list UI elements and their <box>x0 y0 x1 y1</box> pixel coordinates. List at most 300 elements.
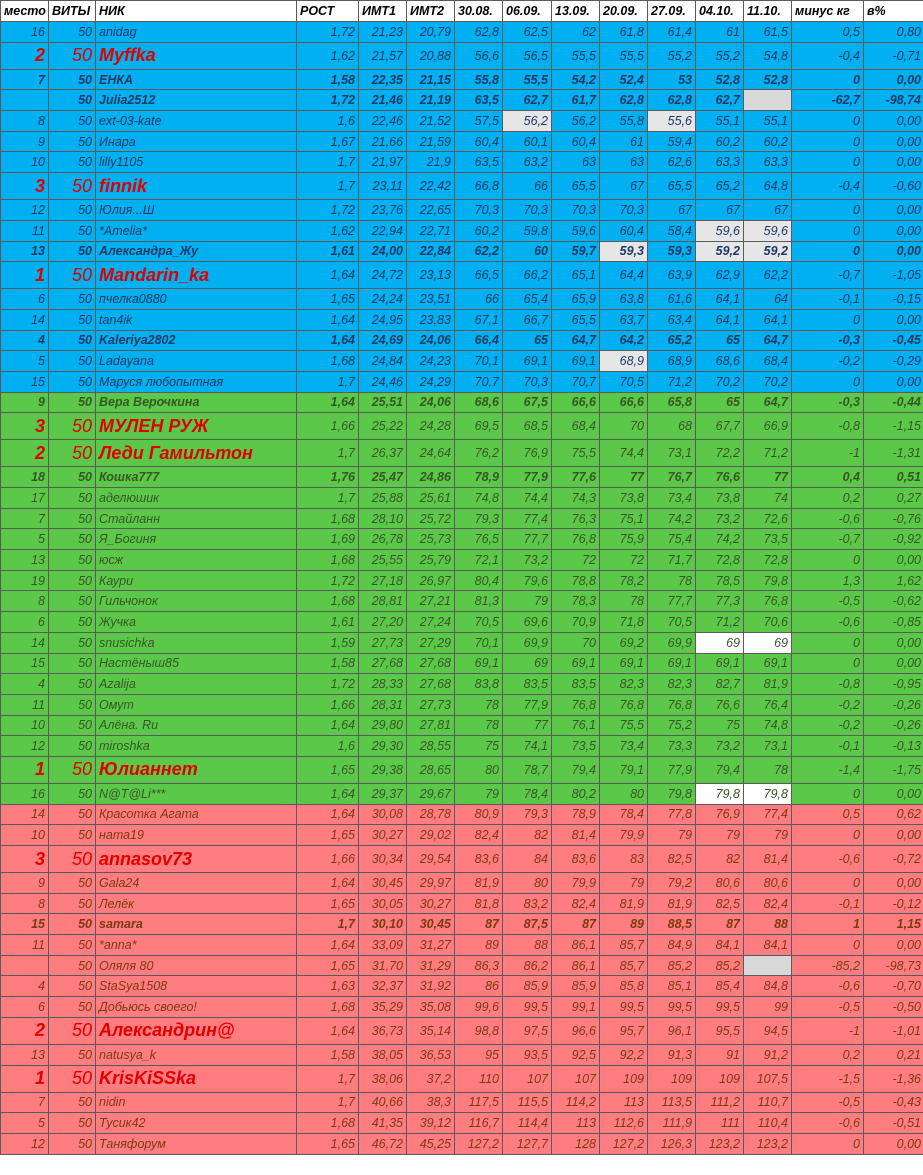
cell-w-0410: 68,6 <box>696 351 744 372</box>
cell-percent: -0,15 <box>864 289 923 310</box>
cell-w-1110: 64,7 <box>744 330 792 351</box>
cell-place: 2 <box>1 42 49 69</box>
cell-vity: 50 <box>49 570 96 591</box>
cell-bmi2: 21,9 <box>407 152 455 173</box>
cell-w-2009: 70,3 <box>600 200 648 221</box>
cell-bmi1: 24,24 <box>359 289 407 310</box>
cell-w-0410: 76,6 <box>696 694 744 715</box>
cell-w-1110: 84,8 <box>744 976 792 997</box>
cell-percent: -0,43 <box>864 1092 923 1113</box>
cell-w-2709: 85,1 <box>648 976 696 997</box>
cell-w-0609: 62,5 <box>503 22 552 43</box>
cell-w-0609: 77 <box>503 715 552 736</box>
cell-bmi1: 28,33 <box>359 674 407 695</box>
cell-bmi1: 21,46 <box>359 90 407 111</box>
cell-w-0410: 60,2 <box>696 131 744 152</box>
cell-w-2709: 109 <box>648 1065 696 1092</box>
cell-percent: 0,62 <box>864 804 923 825</box>
cell-bmi1: 27,68 <box>359 653 407 674</box>
cell-minus-kg: -0,4 <box>792 42 864 69</box>
table-row <box>1 591 923 612</box>
cell-bmi2: 39,12 <box>407 1113 455 1134</box>
cell-w-2009: 79,9 <box>600 825 648 846</box>
cell-bmi1: 28,81 <box>359 591 407 612</box>
cell-w-3008: 76,2 <box>455 440 503 467</box>
table-row <box>1 715 923 736</box>
cell-w-2009: 79,1 <box>600 756 648 783</box>
cell-height: 1,7 <box>297 1092 359 1113</box>
cell-vity: 50 <box>49 392 96 413</box>
cell-w-1309: 78,9 <box>552 804 600 825</box>
cell-percent: -0,45 <box>864 330 923 351</box>
cell-w-1110: 79,8 <box>744 570 792 591</box>
cell-w-3008: 70,1 <box>455 632 503 653</box>
cell-height: 1,66 <box>297 694 359 715</box>
cell-w-3008: 79 <box>455 783 503 804</box>
cell-minus-kg: 0 <box>792 152 864 173</box>
cell-w-3008: 70,5 <box>455 612 503 633</box>
cell-nick: Таняфорум <box>96 1133 297 1154</box>
cell-height: 1,65 <box>297 289 359 310</box>
cell-w-2009: 72 <box>600 550 648 571</box>
table-row <box>1 955 923 976</box>
cell-w-3008: 70,3 <box>455 200 503 221</box>
cell-height: 1,65 <box>297 1133 359 1154</box>
cell-w-3008: 110 <box>455 1065 503 1092</box>
cell-place: 4 <box>1 976 49 997</box>
cell-nick: МУЛЕН РУЖ <box>96 413 297 440</box>
cell-bmi1: 38,05 <box>359 1044 407 1065</box>
cell-w-0410: 52,8 <box>696 69 744 90</box>
cell-bmi2: 23,13 <box>407 262 455 289</box>
header-w-1110: 11.10. <box>744 1 792 22</box>
cell-height: 1,6 <box>297 111 359 132</box>
cell-w-2009: 85,8 <box>600 976 648 997</box>
table-row <box>1 351 923 372</box>
cell-w-2009: 52,4 <box>600 69 648 90</box>
cell-w-0410: 65 <box>696 330 744 351</box>
table-row <box>1 756 923 783</box>
cell-w-0609: 77,9 <box>503 694 552 715</box>
cell-w-2709: 68 <box>648 413 696 440</box>
cell-w-2709: 79 <box>648 825 696 846</box>
cell-place: 12 <box>1 200 49 221</box>
cell-bmi1: 24,95 <box>359 309 407 330</box>
cell-bmi1: 21,57 <box>359 42 407 69</box>
cell-w-3008: 66,5 <box>455 262 503 289</box>
cell-w-2009: 60,4 <box>600 220 648 241</box>
cell-w-1110: 99 <box>744 997 792 1018</box>
header-minus-kg: минус кг <box>792 1 864 22</box>
cell-height: 1,59 <box>297 632 359 653</box>
cell-height: 1,68 <box>297 1113 359 1134</box>
cell-w-2009: 75,5 <box>600 715 648 736</box>
table-row <box>1 90 923 111</box>
cell-w-2709: 61,4 <box>648 22 696 43</box>
cell-w-0410: 64,1 <box>696 289 744 310</box>
cell-w-1309: 69,1 <box>552 351 600 372</box>
cell-bmi1: 30,27 <box>359 825 407 846</box>
cell-height: 1,7 <box>297 371 359 392</box>
cell-w-3008: 116,7 <box>455 1113 503 1134</box>
cell-w-1110: 107,5 <box>744 1065 792 1092</box>
cell-w-2009: 113 <box>600 1092 648 1113</box>
cell-w-3008: 95 <box>455 1044 503 1065</box>
cell-percent: 0,00 <box>864 653 923 674</box>
cell-bmi2: 21,59 <box>407 131 455 152</box>
cell-w-1110: 63,3 <box>744 152 792 173</box>
table-row <box>1 1017 923 1044</box>
cell-percent: -1,05 <box>864 262 923 289</box>
cell-nick: N@T@Li*** <box>96 783 297 804</box>
cell-w-0410: 99,5 <box>696 997 744 1018</box>
cell-bmi1: 36,73 <box>359 1017 407 1044</box>
cell-w-3008: 66 <box>455 289 503 310</box>
cell-nick: ext-03-kate <box>96 111 297 132</box>
cell-bmi2: 35,08 <box>407 997 455 1018</box>
cell-w-0609: 60 <box>503 241 552 262</box>
cell-minus-kg: 0 <box>792 220 864 241</box>
cell-w-2709: 82,5 <box>648 846 696 873</box>
cell-w-0410: 85,4 <box>696 976 744 997</box>
cell-nick: Юлия...Ш <box>96 200 297 221</box>
cell-minus-kg: -1,5 <box>792 1065 864 1092</box>
cell-place: 17 <box>1 488 49 509</box>
cell-vity: 50 <box>49 69 96 90</box>
cell-minus-kg: -0,1 <box>792 893 864 914</box>
cell-percent: -1,31 <box>864 440 923 467</box>
cell-w-3008: 66,8 <box>455 173 503 200</box>
cell-w-0609: 87,5 <box>503 914 552 935</box>
cell-w-3008: 99,6 <box>455 997 503 1018</box>
cell-bmi2: 26,97 <box>407 570 455 591</box>
cell-w-2709: 62,8 <box>648 90 696 111</box>
cell-w-1110: 52,8 <box>744 69 792 90</box>
table-row <box>1 570 923 591</box>
cell-bmi2: 21,15 <box>407 69 455 90</box>
table-row <box>1 22 923 43</box>
cell-place: 10 <box>1 152 49 173</box>
cell-w-2009: 68,9 <box>600 351 648 372</box>
cell-bmi1: 26,37 <box>359 440 407 467</box>
cell-w-0609: 66,7 <box>503 309 552 330</box>
cell-vity: 50 <box>49 632 96 653</box>
cell-w-3008: 80,4 <box>455 570 503 591</box>
cell-w-2009: 73,8 <box>600 488 648 509</box>
cell-nick: Гильчонок <box>96 591 297 612</box>
cell-bmi2: 28,78 <box>407 804 455 825</box>
cell-w-3008: 75 <box>455 736 503 757</box>
cell-vity: 50 <box>49 736 96 757</box>
cell-height: 1,7 <box>297 914 359 935</box>
cell-minus-kg: -0,3 <box>792 392 864 413</box>
cell-w-1309: 65,1 <box>552 262 600 289</box>
cell-bmi1: 25,51 <box>359 392 407 413</box>
cell-w-0410: 55,1 <box>696 111 744 132</box>
cell-bmi1: 41,35 <box>359 1113 407 1134</box>
cell-nick: anidag <box>96 22 297 43</box>
cell-bmi1: 29,30 <box>359 736 407 757</box>
cell-w-2709: 75,2 <box>648 715 696 736</box>
cell-w-0609: 63,2 <box>503 152 552 173</box>
cell-w-3008: 63,5 <box>455 152 503 173</box>
cell-place: 6 <box>1 289 49 310</box>
cell-height: 1,65 <box>297 955 359 976</box>
cell-bmi1: 30,08 <box>359 804 407 825</box>
cell-w-1110: 64 <box>744 289 792 310</box>
table-row <box>1 330 923 351</box>
header-w-2009: 20.09. <box>600 1 648 22</box>
cell-w-2709: 96,1 <box>648 1017 696 1044</box>
cell-w-1110: 70,6 <box>744 612 792 633</box>
cell-w-1110: 64,8 <box>744 173 792 200</box>
cell-w-0410: 79 <box>696 825 744 846</box>
cell-w-2709: 126,3 <box>648 1133 696 1154</box>
cell-height: 1,62 <box>297 42 359 69</box>
cell-percent: 0,00 <box>864 111 923 132</box>
table-row <box>1 846 923 873</box>
cell-vity: 50 <box>49 804 96 825</box>
cell-height: 1,72 <box>297 90 359 111</box>
cell-bmi2: 28,65 <box>407 756 455 783</box>
cell-w-0609: 67,5 <box>503 392 552 413</box>
cell-vity: 50 <box>49 674 96 695</box>
cell-bmi2: 29,02 <box>407 825 455 846</box>
cell-w-0410: 59,6 <box>696 220 744 241</box>
cell-w-2009: 55,8 <box>600 111 648 132</box>
cell-w-0410: 111,2 <box>696 1092 744 1113</box>
cell-w-0410: 95,5 <box>696 1017 744 1044</box>
cell-bmi2: 27,81 <box>407 715 455 736</box>
cell-w-1309: 73,5 <box>552 736 600 757</box>
cell-w-2009: 109 <box>600 1065 648 1092</box>
cell-percent: -0,13 <box>864 736 923 757</box>
cell-w-3008: 55,8 <box>455 69 503 90</box>
cell-w-2709: 91,3 <box>648 1044 696 1065</box>
cell-w-0410: 76,9 <box>696 804 744 825</box>
cell-w-0609: 70,3 <box>503 371 552 392</box>
cell-w-1309: 96,6 <box>552 1017 600 1044</box>
cell-w-1309: 76,3 <box>552 508 600 529</box>
cell-w-2009: 85,7 <box>600 955 648 976</box>
cell-w-0609: 84 <box>503 846 552 873</box>
cell-w-1309: 85,9 <box>552 976 600 997</box>
cell-minus-kg: 0 <box>792 371 864 392</box>
cell-vity: 50 <box>49 914 96 935</box>
table-row <box>1 111 923 132</box>
table-body <box>1 22 923 1155</box>
cell-w-2009: 85,7 <box>600 935 648 956</box>
cell-w-1110: 94,5 <box>744 1017 792 1044</box>
cell-minus-kg: -0,6 <box>792 1113 864 1134</box>
cell-w-3008: 72,1 <box>455 550 503 571</box>
cell-w-2009: 69,1 <box>600 653 648 674</box>
cell-bmi2: 24,86 <box>407 467 455 488</box>
table-row <box>1 173 923 200</box>
cell-bmi1: 28,10 <box>359 508 407 529</box>
cell-w-3008: 87 <box>455 914 503 935</box>
cell-w-3008: 74,8 <box>455 488 503 509</box>
cell-w-1110: 64,7 <box>744 392 792 413</box>
cell-bmi1: 25,47 <box>359 467 407 488</box>
cell-percent: -0,60 <box>864 173 923 200</box>
cell-percent: 0,00 <box>864 873 923 894</box>
cell-percent: -0,72 <box>864 846 923 873</box>
table-row <box>1 413 923 440</box>
cell-w-1309: 70,7 <box>552 371 600 392</box>
cell-percent: 0,00 <box>864 200 923 221</box>
cell-w-0609: 62,7 <box>503 90 552 111</box>
cell-bmi1: 26,78 <box>359 529 407 550</box>
header-bmi1: ИМТ1 <box>359 1 407 22</box>
cell-height: 1,72 <box>297 570 359 591</box>
table-row <box>1 997 923 1018</box>
cell-w-0410: 73,8 <box>696 488 744 509</box>
cell-w-1110: 66,9 <box>744 413 792 440</box>
cell-w-2009: 89 <box>600 914 648 935</box>
cell-w-3008: 60,4 <box>455 131 503 152</box>
table-row <box>1 1044 923 1065</box>
cell-w-2709: 62,6 <box>648 152 696 173</box>
cell-w-2709: 61,6 <box>648 289 696 310</box>
cell-minus-kg: -0,2 <box>792 694 864 715</box>
cell-w-0410: 61 <box>696 22 744 43</box>
cell-w-2009: 63,7 <box>600 309 648 330</box>
table-row <box>1 131 923 152</box>
cell-w-2009: 75,1 <box>600 508 648 529</box>
cell-minus-kg: -0,1 <box>792 736 864 757</box>
cell-minus-kg: -0,5 <box>792 1092 864 1113</box>
cell-w-2709: 82,3 <box>648 674 696 695</box>
cell-height: 1,62 <box>297 220 359 241</box>
cell-bmi2: 27,73 <box>407 694 455 715</box>
cell-w-1309: 65,5 <box>552 309 600 330</box>
cell-w-3008: 83,8 <box>455 674 503 695</box>
cell-percent: -0,62 <box>864 591 923 612</box>
cell-minus-kg: -62,7 <box>792 90 864 111</box>
cell-w-1110: 110,4 <box>744 1113 792 1134</box>
header-percent: в% <box>864 1 923 22</box>
table-row <box>1 612 923 633</box>
cell-w-2009: 92,2 <box>600 1044 648 1065</box>
cell-w-2009: 75,9 <box>600 529 648 550</box>
cell-bmi2: 24,06 <box>407 330 455 351</box>
cell-nick: nidin <box>96 1092 297 1113</box>
cell-w-2709: 69,1 <box>648 653 696 674</box>
cell-bmi1: 46,72 <box>359 1133 407 1154</box>
cell-w-0410: 67 <box>696 200 744 221</box>
cell-w-1309: 79,9 <box>552 873 600 894</box>
cell-percent: 0,00 <box>864 371 923 392</box>
cell-w-1309: 54,2 <box>552 69 600 90</box>
cell-w-2009: 83 <box>600 846 648 873</box>
cell-w-1110: 69,1 <box>744 653 792 674</box>
cell-height: 1,66 <box>297 413 359 440</box>
cell-height: 1,64 <box>297 804 359 825</box>
cell-w-2709: 68,9 <box>648 351 696 372</box>
cell-nick: Оляля 80 <box>96 955 297 976</box>
cell-w-1309: 70,9 <box>552 612 600 633</box>
cell-bmi1: 21,97 <box>359 152 407 173</box>
cell-w-1110: 79 <box>744 825 792 846</box>
cell-bmi2: 28,55 <box>407 736 455 757</box>
cell-w-1110: 82,4 <box>744 893 792 914</box>
cell-w-3008: 86,3 <box>455 955 503 976</box>
cell-w-2009: 95,7 <box>600 1017 648 1044</box>
cell-percent: -0,26 <box>864 694 923 715</box>
cell-w-0410: 65,2 <box>696 173 744 200</box>
cell-bmi1: 29,80 <box>359 715 407 736</box>
cell-minus-kg: 0 <box>792 873 864 894</box>
cell-height: 1,68 <box>297 508 359 529</box>
cell-bmi1: 22,35 <box>359 69 407 90</box>
cell-w-2709: 71,2 <box>648 371 696 392</box>
cell-w-0410: 72,2 <box>696 440 744 467</box>
cell-place: 15 <box>1 653 49 674</box>
cell-nick: Каури <box>96 570 297 591</box>
cell-w-1110 <box>744 955 792 976</box>
cell-w-0410: 77,3 <box>696 591 744 612</box>
cell-place: 7 <box>1 69 49 90</box>
table-row <box>1 69 923 90</box>
table-row <box>1 42 923 69</box>
cell-percent: -0,26 <box>864 715 923 736</box>
table-row <box>1 736 923 757</box>
cell-w-0609: 80 <box>503 873 552 894</box>
cell-w-2709: 76,8 <box>648 694 696 715</box>
cell-vity: 50 <box>49 488 96 509</box>
cell-w-2709: 77,9 <box>648 756 696 783</box>
cell-place: 8 <box>1 111 49 132</box>
cell-w-3008: 70,7 <box>455 371 503 392</box>
cell-w-1309: 66,6 <box>552 392 600 413</box>
cell-percent: 0,00 <box>864 152 923 173</box>
cell-nick: Леди Гамильтон <box>96 440 297 467</box>
cell-place: 5 <box>1 529 49 550</box>
cell-vity: 50 <box>49 846 96 873</box>
cell-w-1309: 68,4 <box>552 413 600 440</box>
cell-minus-kg: 0 <box>792 131 864 152</box>
cell-w-0609: 56,5 <box>503 42 552 69</box>
cell-place <box>1 90 49 111</box>
cell-vity: 50 <box>49 591 96 612</box>
cell-w-1110: 68,4 <box>744 351 792 372</box>
cell-percent: -1,15 <box>864 413 923 440</box>
cell-nick: *Amelia* <box>96 220 297 241</box>
cell-w-1110: 61,5 <box>744 22 792 43</box>
cell-w-0609: 107 <box>503 1065 552 1092</box>
cell-bmi1: 30,45 <box>359 873 407 894</box>
cell-w-2009: 66,6 <box>600 392 648 413</box>
cell-nick: ната19 <box>96 825 297 846</box>
cell-w-1110: 72,8 <box>744 550 792 571</box>
table-row <box>1 392 923 413</box>
cell-w-3008: 66,4 <box>455 330 503 351</box>
cell-percent: 0,51 <box>864 467 923 488</box>
cell-w-3008: 80,9 <box>455 804 503 825</box>
cell-w-3008: 80 <box>455 756 503 783</box>
cell-percent: -1,36 <box>864 1065 923 1092</box>
cell-w-2709: 65,5 <box>648 173 696 200</box>
cell-w-0410: 75 <box>696 715 744 736</box>
cell-bmi2: 25,79 <box>407 550 455 571</box>
header-w-1309: 13.09. <box>552 1 600 22</box>
cell-minus-kg: 0 <box>792 1133 864 1154</box>
cell-w-2009: 99,5 <box>600 997 648 1018</box>
cell-nick: Инара <box>96 131 297 152</box>
cell-vity: 50 <box>49 1017 96 1044</box>
header-place: место <box>1 1 49 22</box>
